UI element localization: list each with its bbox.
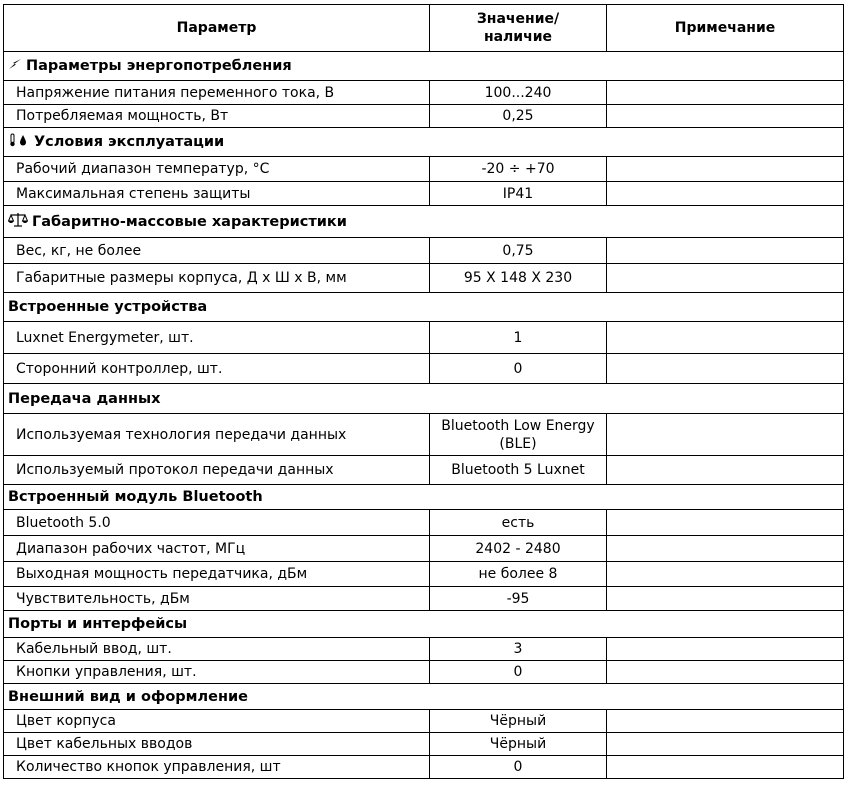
table-row <box>4 238 844 264</box>
section-conditions-title: Условия эксплуатации <box>34 134 225 150</box>
header-note: Примечание <box>607 5 844 52</box>
note-cell <box>607 562 844 587</box>
value-cell: 0,25 <box>430 105 607 128</box>
section-dimensions <box>4 206 844 238</box>
param-cell: Вес, кг, не более <box>4 238 430 264</box>
header-value-line2: наличие <box>483 29 553 45</box>
param-cell: Используемая технология передачи данных <box>4 414 430 456</box>
note-cell <box>607 510 844 536</box>
table-row <box>4 562 844 587</box>
header-value <box>430 5 607 52</box>
note-cell <box>607 587 844 611</box>
value-cell: не более 8 <box>430 562 607 587</box>
section-ports-title: Порты и интерфейсы <box>4 611 844 638</box>
value-cell: 2402 - 2480 <box>430 536 607 562</box>
note-cell <box>607 733 844 756</box>
thermometer-drop-icon <box>8 133 30 151</box>
value-cell: Чёрный <box>430 710 607 733</box>
note-cell <box>607 414 844 456</box>
param-cell: Выходная мощность передатчика, дБм <box>4 562 430 587</box>
section-conditions <box>4 128 844 157</box>
note-cell <box>607 264 844 293</box>
table-row <box>4 354 844 384</box>
param-cell: Потребляемая мощность, Вт <box>4 105 430 128</box>
table-row <box>4 81 844 105</box>
value-cell: Чёрный <box>430 733 607 756</box>
lightning-icon <box>8 58 22 74</box>
value-cell: IP41 <box>430 182 607 206</box>
value-cell: 0 <box>430 354 607 384</box>
value-cell: 100...240 <box>430 81 607 105</box>
section-bluetooth-row <box>4 485 844 510</box>
note-cell <box>607 661 844 684</box>
section-conditions-row <box>4 128 844 157</box>
table-row <box>4 510 844 536</box>
section-appearance-row <box>4 684 844 710</box>
table-header-row <box>4 5 844 52</box>
value-cell: 1 <box>430 322 607 354</box>
value-line1: Bluetooth Low Energy <box>441 417 595 434</box>
param-cell: Кабельный ввод, шт. <box>4 638 430 661</box>
param-cell: Количество кнопок управления, шт <box>4 756 430 779</box>
value-cell: есть <box>430 510 607 536</box>
value-cell: Bluetooth 5 Luxnet <box>430 456 607 485</box>
note-cell <box>607 354 844 384</box>
note-cell <box>607 182 844 206</box>
param-cell: Сторонний контроллер, шт. <box>4 354 430 384</box>
param-cell: Bluetooth 5.0 <box>4 510 430 536</box>
value-cell: -95 <box>430 587 607 611</box>
param-cell: Используемый протокол передачи данных <box>4 456 430 485</box>
section-power-title: Параметры энергопотребления <box>26 58 292 74</box>
specifications-table <box>3 4 844 779</box>
section-dimensions-title: Габаритно-массовые характеристики <box>32 213 347 230</box>
note-cell <box>607 105 844 128</box>
param-cell: Цвет кабельных вводов <box>4 733 430 756</box>
scales-icon <box>8 212 28 232</box>
table-row <box>4 456 844 485</box>
header-value-line1: Значение/ <box>476 11 560 27</box>
note-cell <box>607 157 844 182</box>
table-row <box>4 536 844 562</box>
table-row <box>4 182 844 206</box>
section-dimensions-row <box>4 206 844 238</box>
param-cell: Диапазон рабочих частот, МГц <box>4 536 430 562</box>
table-row <box>4 661 844 684</box>
value-cell: 95 X 148 X 230 <box>430 264 607 293</box>
value-cell: 0 <box>430 756 607 779</box>
section-ports-row <box>4 611 844 638</box>
note-cell <box>607 322 844 354</box>
value-cell: 0,75 <box>430 238 607 264</box>
param-cell: Максимальная степень защиты <box>4 182 430 206</box>
section-transfer-title: Передача данных <box>4 384 844 414</box>
table-row <box>4 264 844 293</box>
section-power-row <box>4 52 844 81</box>
section-builtin-row <box>4 293 844 322</box>
note-cell <box>607 756 844 779</box>
value-cell <box>430 414 607 456</box>
note-cell <box>607 710 844 733</box>
note-cell <box>607 81 844 105</box>
header-param: Параметр <box>4 5 430 52</box>
table-row <box>4 414 844 456</box>
value-cell: -20 ÷ +70 <box>430 157 607 182</box>
param-cell: Рабочий диапазон температур, °С <box>4 157 430 182</box>
param-cell: Чувствительность, дБм <box>4 587 430 611</box>
section-power <box>4 52 844 81</box>
table-row <box>4 733 844 756</box>
value-line2: (BLE) <box>499 435 537 452</box>
param-cell: Кнопки управления, шт. <box>4 661 430 684</box>
param-cell: Напряжение питания переменного тока, В <box>4 81 430 105</box>
param-cell: Габаритные размеры корпуса, Д х Ш х В, мм <box>4 264 430 293</box>
section-builtin-title: Встроенные устройства <box>4 293 844 322</box>
value-cell: 3 <box>430 638 607 661</box>
table-row <box>4 587 844 611</box>
note-cell <box>607 536 844 562</box>
table-row <box>4 157 844 182</box>
table-row <box>4 710 844 733</box>
param-cell: Luxnet Energymeter, шт. <box>4 322 430 354</box>
table-row <box>4 638 844 661</box>
section-transfer-row <box>4 384 844 414</box>
note-cell <box>607 638 844 661</box>
table-row <box>4 322 844 354</box>
table-row <box>4 105 844 128</box>
note-cell <box>607 238 844 264</box>
value-cell: 0 <box>430 661 607 684</box>
param-cell: Цвет корпуса <box>4 710 430 733</box>
note-cell <box>607 456 844 485</box>
section-bluetooth-title: Встроенный модуль Bluetooth <box>4 485 844 510</box>
table-row <box>4 756 844 779</box>
section-appearance-title: Внешний вид и оформление <box>4 684 844 710</box>
